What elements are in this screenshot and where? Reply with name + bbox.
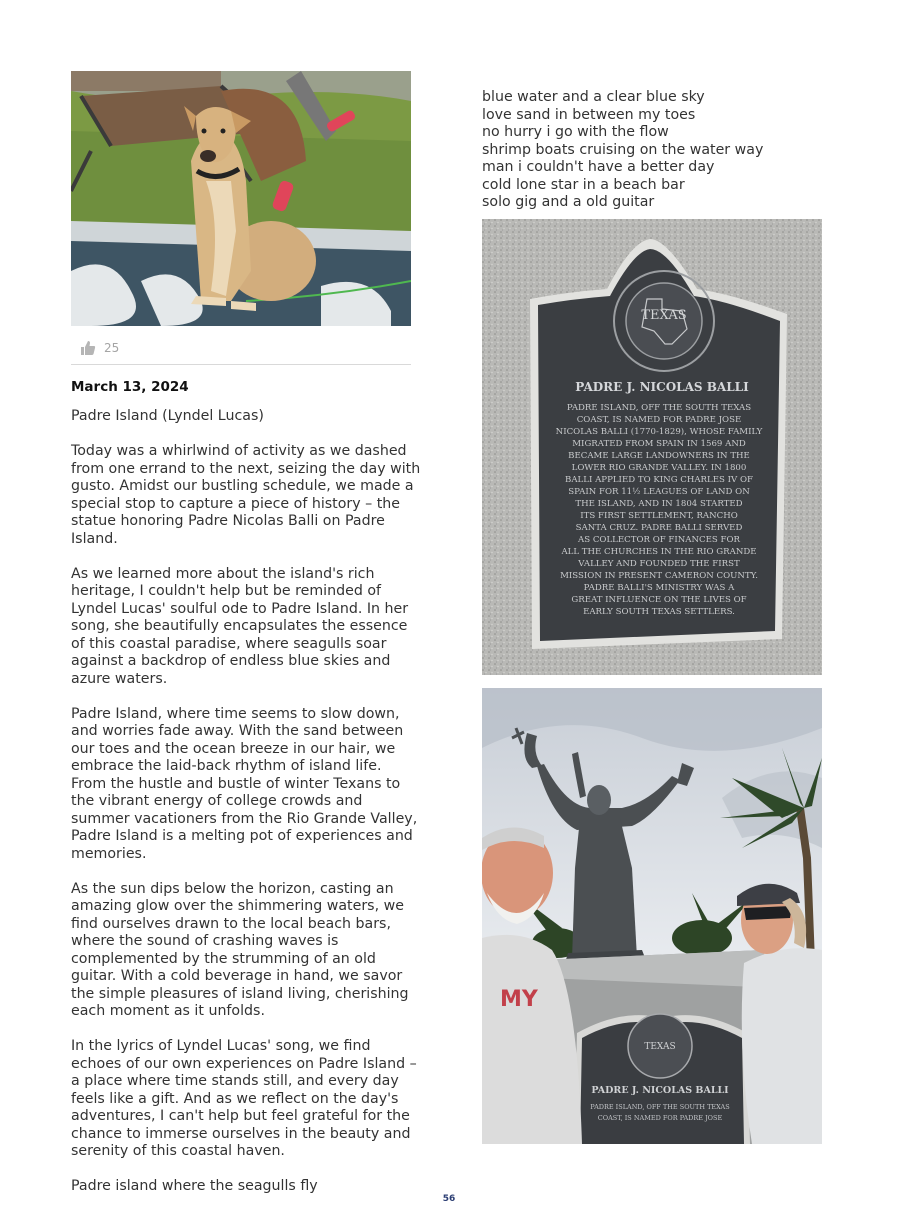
lyric-line: cold lone star in a beach bar [482,176,685,193]
lyrics [482,89,832,212]
statue-plaque-line: PADRE ISLAND, OFF THE SOUTH TEXAS [590,1103,730,1111]
lyric-line: solo gig and a old guitar [482,194,655,210]
plaque-line: NICOLAS BALLI (1770-1829), WHOSE FAMILY [555,427,763,437]
page-number: 56 [442,1194,456,1204]
plaque-line: SPAIN FOR 11½ LEAGUES OF LAND ON [568,487,750,497]
lyric-line: shrimp boats cruising on the water way [482,141,764,158]
paragraph: Padre Island, where time seems to slow down, and worries fade away. With the sand between our toes and the ocean breeze in our hair, we embrace the laid-back rhythm of island life. From the hustle and bustle of winter Texans to the vibrant energy of college crowds and summer vacationers from the Rio Grande Valley, Padre Island is a melting pot of experiences and memories. [71,705,418,862]
entry-date: March 13, 2024 [71,379,189,395]
statue-plaque-line: COAST, IS NAMED FOR PADRE JOSE [597,1114,723,1122]
plaque-title: PADRE J. NICOLAS BALLI [575,380,749,394]
lyric-line: man i couldn't have a better day [482,159,715,175]
lyric-line: no hurry i go with the flow [482,124,669,140]
lyric-line: blue water and a clear blue sky [482,89,705,105]
plaque-line: BECAME LARGE LANDOWNERS IN THE [568,451,750,461]
entry-body [71,408,421,1196]
plaque-photo [482,219,822,675]
likes-count: 25 [104,341,120,355]
plaque-line: AS COLLECTOR OF FINANCES FOR [578,535,740,545]
plaque-line: BALLI APPLIED TO KING CHARLES IV OF [565,475,753,485]
thumbs-up-icon[interactable] [80,340,96,356]
plaque-line: COAST, IS NAMED FOR PADRE JOSE [576,415,742,425]
plaque-seal-text: TEXAS [641,308,687,323]
plaque-line: PADRE BALLI'S MINISTRY WAS A [583,583,735,593]
plaque-line: SANTA CRUZ. PADRE BALLI SERVED [575,523,743,533]
statue-seal-text: TEXAS [644,1042,676,1052]
lyric-line: love sand in between my toes [482,106,696,123]
plaque-line: LOWER RIO GRANDE VALLEY. IN 1800 [571,463,747,473]
likes[interactable] [80,338,119,358]
paragraph: As the sun dips below the horizon, casting an amazing glow over the shimmering waters, we find ourselves drawn to the local beach bars, where the sound of crashing waves is complemented by the strumming of an old guitar. With a cold beverage in hand, we savor the simple pleasures of island living, cherishing each moment as it unfolds. [71,880,409,1019]
plaque-line: VALLEY AND FOUNDED THE FIRST [578,559,740,569]
plaque-line: GREAT INFLUENCE ON THE LIVES OF [571,595,747,605]
divider [71,364,411,365]
lyrics-start: Padre island where the seagulls fly [71,1178,318,1194]
plaque-line: MISSION IN PRESENT CAMERON COUNTY. [560,571,758,581]
plaque-line: ALL THE CHURCHES IN THE RIO GRANDE [561,547,757,557]
entry-title: Padre Island (Lyndel Lucas) [71,408,264,424]
statue-plaque-title: PADRE J. NICOLAS BALLI [591,1085,729,1096]
plaque-line: EARLY SOUTH TEXAS SETTLERS. [583,607,735,617]
dog-photo [71,71,411,326]
statue-photo [482,688,822,1144]
paragraph: As we learned more about the island's rich heritage, I couldn't help but be reminded of Lyndel Lucas' soulful ode to Padre Island. In her song, she beautifully encapsulates the essence of this coastal paradise, where seagulls soar against a backdrop of endless blue skies and azure waters. [71,565,409,687]
plaque-line: THE ISLAND, AND IN 1804 STARTED [575,499,743,509]
paragraph: In the lyrics of Lyndel Lucas' song, we find echoes of our own experiences on Padre Island – a place where time stands still, and every day feels like a gift. And as we reflect on the day's adventures, I can't help but feel grateful for the chance to immerse ourselves in the beauty and serenity of this coastal haven. [71,1038,417,1159]
plaque-line: ITS FIRST SETTLEMENT, RANCHO [580,511,738,521]
shirt-text: MY [500,987,538,1012]
plaque-line: MIGRATED FROM SPAIN IN 1569 AND [572,439,746,449]
paragraph: Today was a whirlwind of activity as we dashed from one errand to the next, seizing the day with gusto. Amidst our bustling schedule, we made a special stop to capture a piece of history – the statue honoring Padre Nicolas Balli on Padre Island. [71,443,421,547]
plaque-line: PADRE ISLAND, OFF THE SOUTH TEXAS [566,403,752,413]
